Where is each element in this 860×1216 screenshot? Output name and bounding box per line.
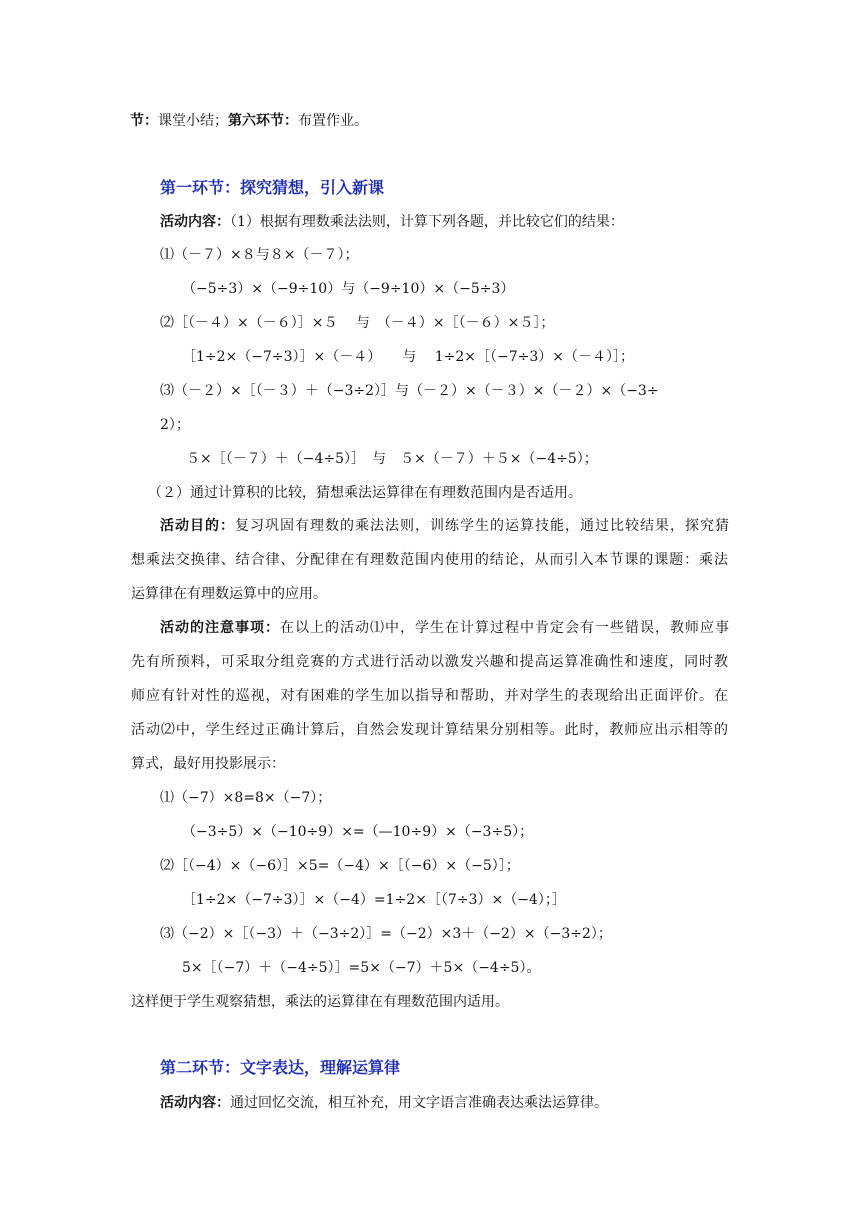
section-1-heading: 第一环节：探究猜想，引入新课: [160, 178, 385, 197]
formula-3b: 5×［（−7）＋（−4÷5）］=5×（−7）＋5×（−4÷5）。: [182, 960, 541, 976]
formula-1b: （−3÷5）×（−10÷9）×=（—10÷9）×（−3÷5）；: [182, 824, 534, 840]
exercise-2a: ⑵［（－４）×（－６）］×５ 与 （－４）×［（－６）×５］；: [160, 315, 555, 331]
notes-text-1: 在以上的活动⑴中，学生在计算过程中肯定会有一些错误，教师应事: [280, 620, 729, 636]
purpose-line-1: [160, 516, 729, 536]
conclusion-line: 这样便于学生观察猜想，乘法的运算律在有理数范围内适用。: [131, 994, 509, 1010]
formula-1a: ⑴（−7）×8=8×（−7）；: [160, 790, 332, 806]
formula-2b: ［1÷2×（−7÷3）］×（−4）=1÷2×［（7÷3）×（−4）；］: [182, 892, 566, 908]
top-text-1: 课堂小结；: [158, 113, 228, 129]
formula-2a: ⑵［（−4）×（−6）］×5=（−4）×［（−6）×（−5）］；: [160, 858, 520, 874]
purpose-line-3: 运算律在有理数运算中的应用。: [131, 586, 327, 602]
exercise-3b: ５×［（－７）＋（−4÷5）］ 与 ５×（－７）＋５×（−4÷5）；: [186, 451, 598, 467]
notes-line-4: 活动⑵中，学生经过正确计算后，自然会发现计算结果分别相等。此时，教师应出示相等的: [131, 722, 728, 738]
top-label-1: 节：: [130, 113, 158, 129]
purpose-line-2: 想乘法交换律、结合律、分配律在有理数范围内使用的结论，从而引入本节课的课题：乘法: [131, 552, 728, 568]
sec1-content-line: [160, 212, 624, 232]
exercise-3a-cont: 2）；: [160, 417, 190, 433]
purpose-label: 活动目的：: [160, 518, 235, 534]
notes-line-2: 先有所预料，可采取分组竞赛的方式进行活动以激发兴趣和提高运算准确性和速度，同时教: [131, 654, 728, 670]
notes-line-1: [160, 618, 729, 638]
exercise-2b: ［1÷2×（−7÷3）］×（－４） 与 1÷2×［（−7÷3）×（－４）］；: [182, 349, 635, 365]
notes-label: 活动的注意事项：: [160, 620, 280, 636]
exercise-1b: （−5÷3）×（−9÷10）与（−9÷10）×（−5÷3）: [182, 281, 515, 297]
sec2-content-text: 通过回忆交流，相互补充，用文字语言准确表达乘法运算律。: [230, 1095, 608, 1111]
exercise-3a: ⑶（－２）×［（－３）＋（−3÷2）］与（－２）×（－３）×（－２）×（−3÷: [160, 383, 659, 399]
formula-3a: ⑶（−2）×［（−3）＋（−3÷2）］=（−2）×3＋（−2）×（−3÷2）；: [160, 926, 612, 942]
sec1-content-text: （1）根据有理数乘法法则，计算下列各题，并比较它们的结果：: [230, 214, 624, 230]
top-summary-line: [130, 111, 368, 131]
activity-part-2: （２）通过计算积的比较，猜想乘法运算律在有理数范围内是否适用。: [148, 485, 582, 501]
notes-line-5: 算式，最好用投影展示：: [131, 756, 285, 772]
sec2-content-label: 活动内容：: [160, 1095, 230, 1111]
notes-line-3: 师应有针对性的巡视，对有困难的学生加以指导和帮助，并对学生的表现给出正面评价。在: [131, 688, 728, 704]
sec2-content-line: [160, 1093, 608, 1113]
exercise-1a: ⑴（－７）×８与８×（－７）；: [160, 247, 359, 263]
section-2-heading: 第二环节：文字表达，理解运算律: [160, 1058, 401, 1077]
sec1-content-label: 活动内容：: [160, 214, 230, 230]
top-label-2: 第六环节：: [228, 113, 298, 129]
purpose-text-1: 复习巩固有理数的乘法法则，训练学生的运算技能，通过比较结果，探究猜: [235, 518, 729, 534]
top-text-2: 布置作业。: [298, 113, 368, 129]
